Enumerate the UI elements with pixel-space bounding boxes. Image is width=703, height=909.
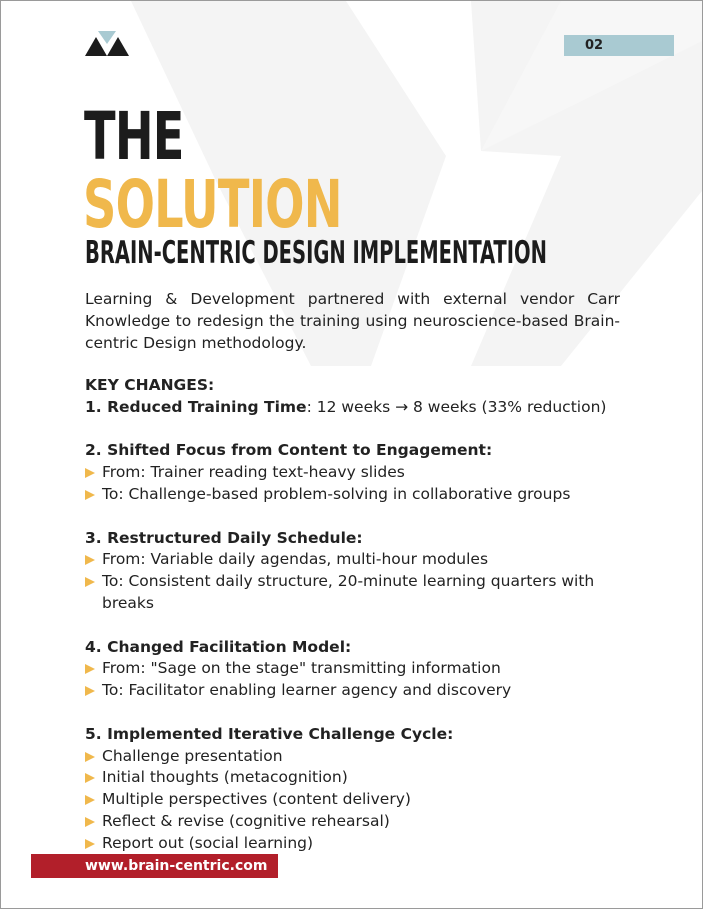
list-item-text: Initial thoughts (metacognition): [102, 768, 348, 787]
triangle-bullet-icon: [85, 839, 95, 849]
section-heading: 4. Changed Facilitation Model:: [85, 637, 352, 656]
change-1-text: : 12 weeks → 8 weeks (33% reduction): [306, 397, 607, 416]
section-heading: 3. Restructured Daily Schedule:: [85, 528, 363, 547]
list-item: [85, 811, 645, 833]
triangle-bullet-icon: [85, 752, 95, 762]
list-item-text: To: Facilitator enabling learner agency and discovery: [102, 681, 512, 700]
list-item: [85, 462, 645, 484]
list-item-text: From: Trainer reading text-heavy slides: [102, 463, 405, 482]
list-item-text: Challenge presentation: [102, 746, 283, 765]
section-2: [85, 440, 645, 505]
list-item: [85, 789, 645, 811]
triangle-bullet-icon: [85, 817, 95, 827]
triangle-bullet-icon: [85, 555, 95, 565]
change-1-label: 1. Reduced Training Time: [85, 397, 307, 416]
list-item-text: Report out (social learning): [102, 833, 314, 852]
key-changes-label: KEY CHANGES:: [85, 376, 215, 394]
brain-centric-logo-icon: [85, 31, 129, 57]
section-heading: 2. Shifted Focus from Content to Engagement:: [85, 441, 493, 460]
list-item: [85, 549, 645, 571]
triangle-bullet-icon: [85, 664, 95, 674]
footer-url-link[interactable]: www.brain-centric.com: [31, 854, 278, 878]
triangle-bullet-icon: [85, 795, 95, 805]
list-item-text: Reflect & revise (cognitive rehearsal): [102, 811, 390, 830]
section-5: [85, 724, 645, 855]
list-item: [85, 833, 645, 855]
page-number-badge: 02: [564, 35, 674, 56]
list-item-text: Multiple perspectives (content delivery): [102, 790, 411, 809]
list-item: [85, 571, 622, 615]
triangle-bullet-icon: [85, 490, 95, 500]
title-line-2: SOLUTION: [83, 166, 342, 243]
title-line-1: THE: [84, 98, 184, 175]
triangle-bullet-icon: [85, 773, 95, 783]
list-item-text: From: "Sage on the stage" transmitting information: [102, 659, 501, 678]
triangle-bullet-icon: [85, 468, 95, 478]
list-item-text: From: Variable daily agendas, multi-hour modules: [102, 550, 489, 569]
list-item: [85, 767, 645, 789]
list-item: [85, 484, 645, 506]
section-3: [85, 528, 645, 615]
list-item: [85, 658, 645, 680]
triangle-bullet-icon: [85, 577, 95, 587]
change-1: [85, 397, 645, 419]
triangle-bullet-icon: [85, 686, 95, 696]
list-item-text: To: Challenge-based problem-solving in collaborative groups: [102, 484, 571, 503]
section-heading: 5. Implemented Iterative Challenge Cycle:: [85, 724, 454, 743]
list-item: [85, 746, 645, 768]
list-item: [85, 680, 645, 702]
intro-paragraph: Learning & Development partnered with external vendor Carr Knowledge to redesign the training using neuroscience-based Brain-centric Design methodology.: [85, 290, 620, 352]
key-changes-section: [85, 375, 645, 855]
list-item-text: To: Consistent daily structure, 20-minute learning quarters with breaks: [102, 572, 595, 612]
subtitle: BRAIN-CENTRIC DESIGN IMPLEMENTATION: [85, 235, 547, 271]
section-4: [85, 637, 645, 702]
